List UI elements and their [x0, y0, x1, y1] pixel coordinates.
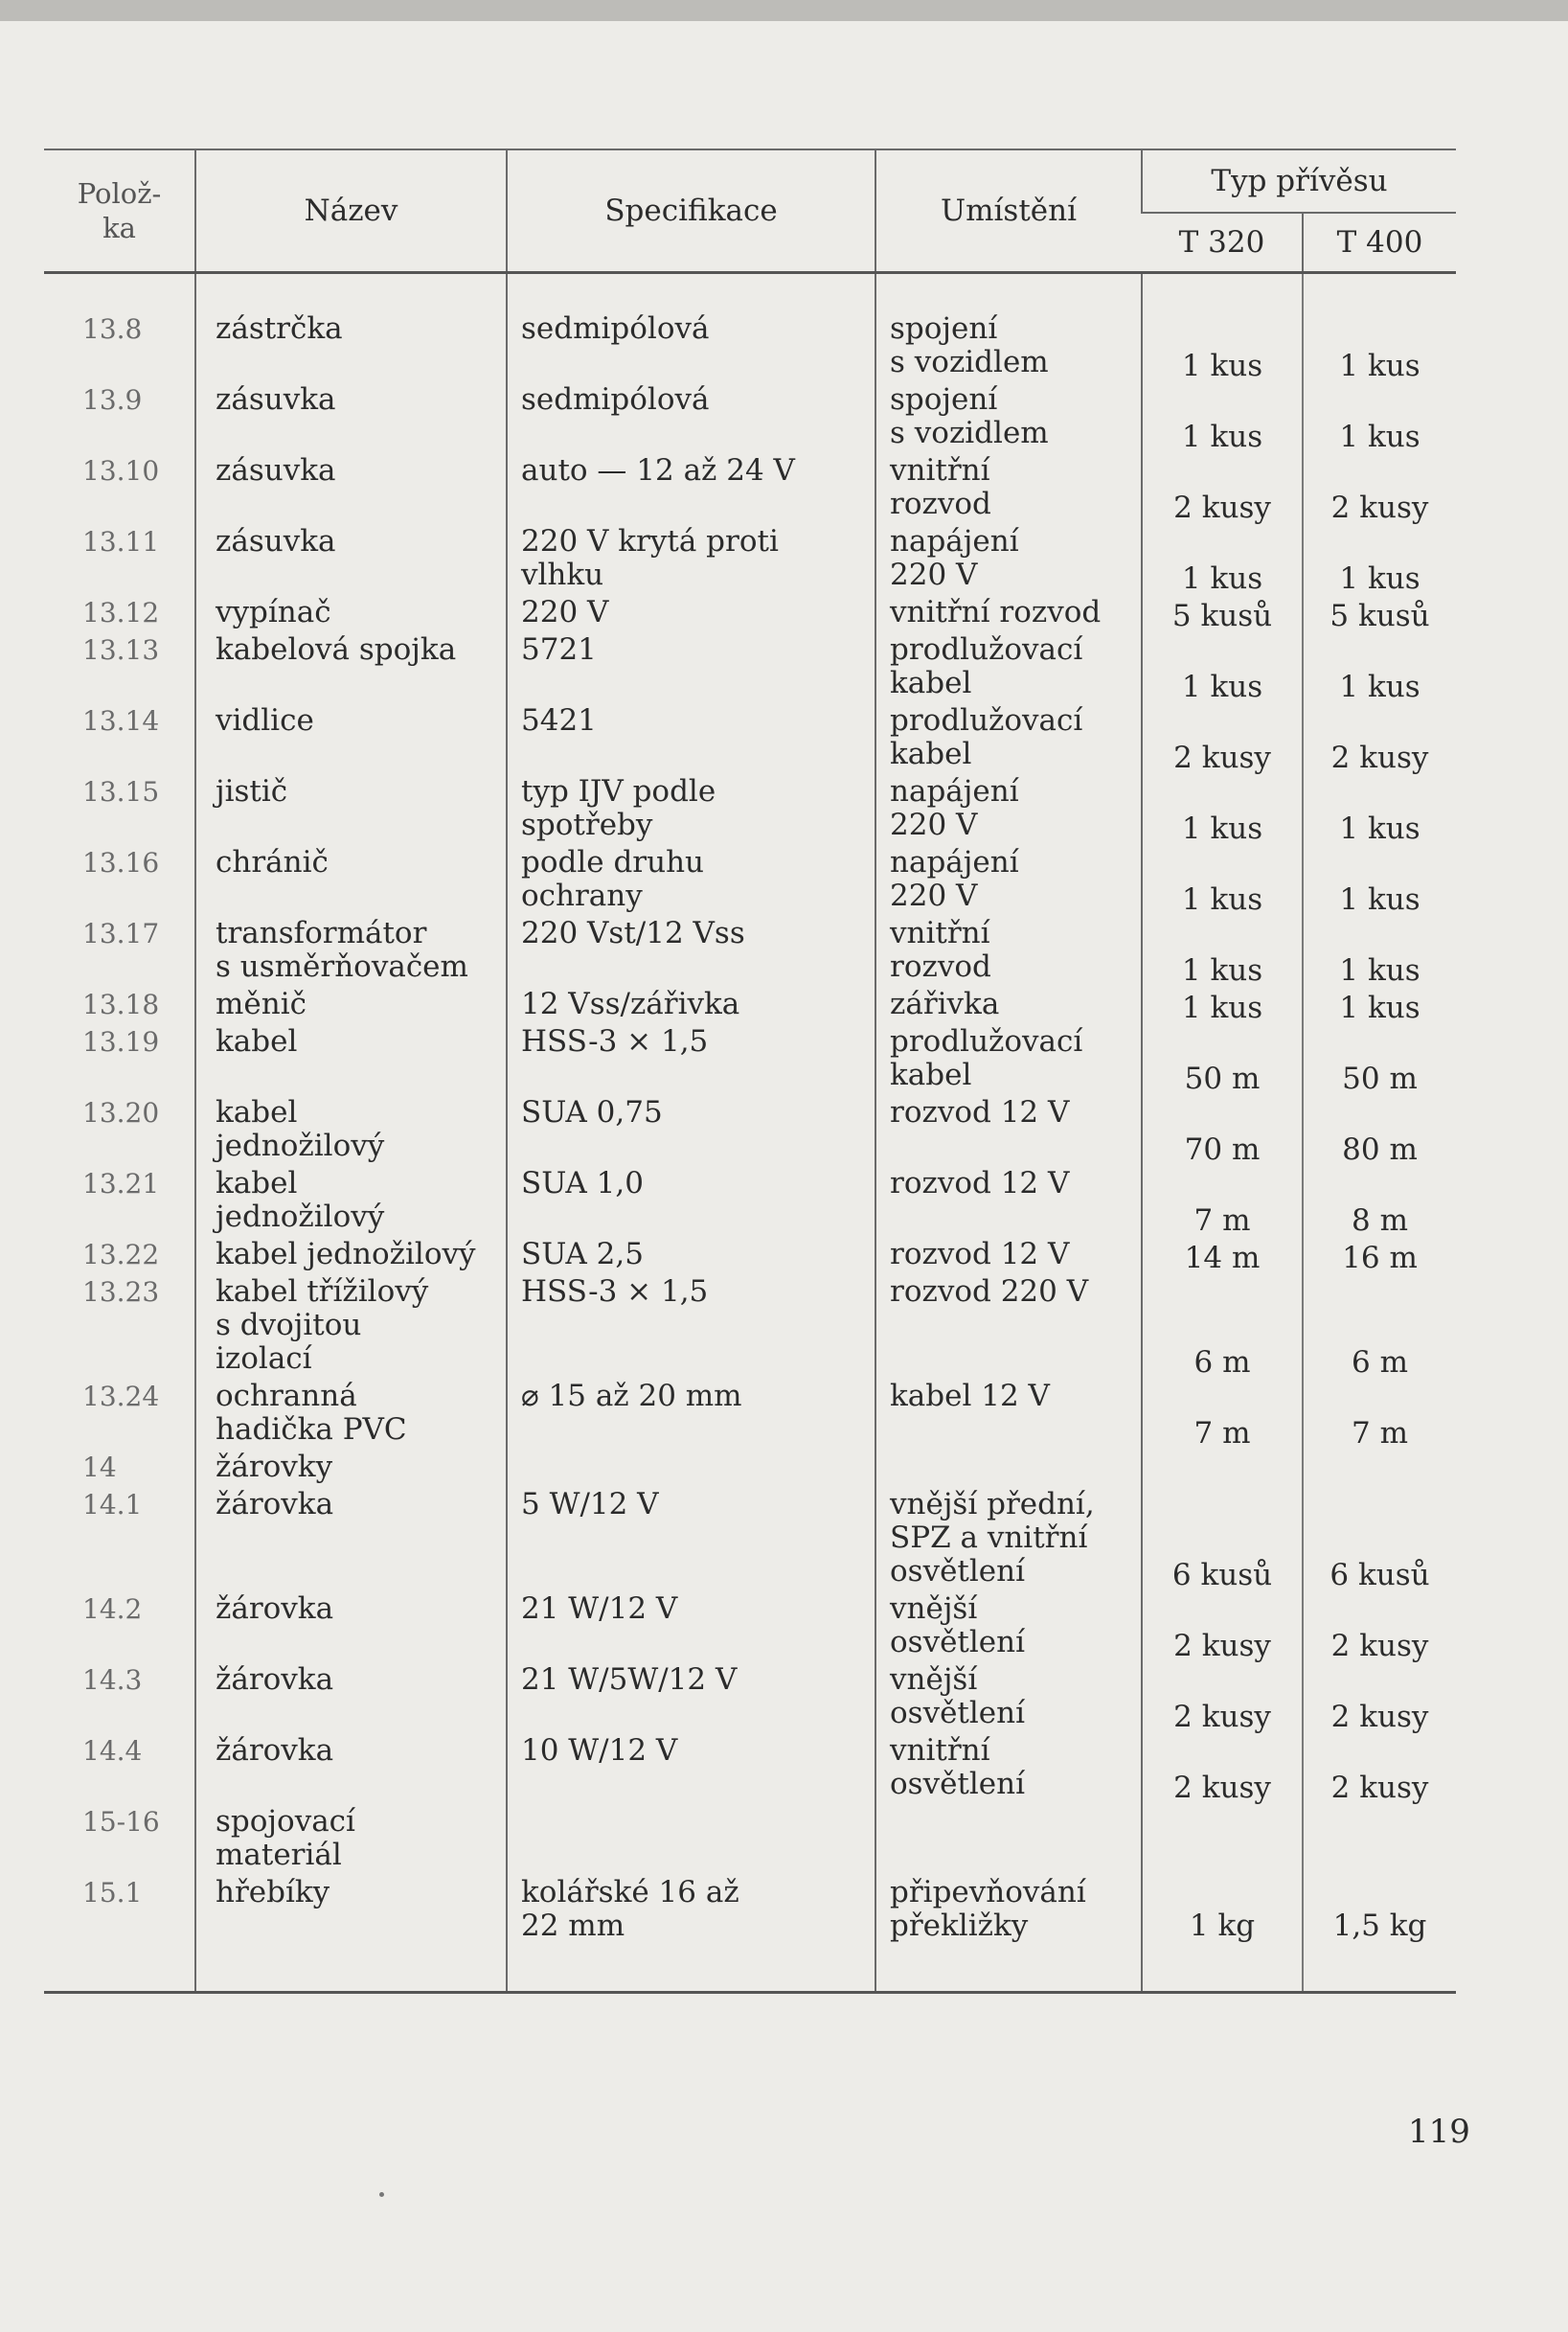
header-nazev: Název	[195, 149, 507, 273]
cell-specifikace: 21 W/5W/12 V	[507, 1663, 875, 1734]
cell-t320: 2 kusy	[1142, 1663, 1303, 1734]
cell-t320: 1 kg	[1142, 1876, 1303, 1993]
cell-t320	[1142, 1451, 1303, 1488]
cell-t400: 2 kusy	[1303, 1592, 1456, 1663]
cell-t320	[1142, 1805, 1303, 1876]
cell-t320: 2 kusy	[1142, 1734, 1303, 1805]
cell-t320: 1 kus	[1142, 383, 1303, 454]
cell-t400: 1 kus	[1303, 525, 1456, 596]
cell-polozka: 14	[82, 1452, 117, 1483]
cell-nazev: jistič	[195, 775, 507, 846]
cell-t400: 2 kusy	[1303, 454, 1456, 525]
cell-umisteni: kabel 12 V	[875, 1380, 1142, 1451]
cell-t320: 2 kusy	[1142, 454, 1303, 525]
cell-specifikace: 12 Vss/zářivka	[507, 988, 875, 1025]
cell-t400: 50 m	[1303, 1025, 1456, 1096]
cell-umisteni: rozvod 12 V	[875, 1096, 1142, 1167]
cell-polozka: 13.21	[82, 1168, 160, 1200]
cell-specifikace: ⌀ 15 až 20 mm	[507, 1380, 875, 1451]
cell-polozka: 13.16	[82, 847, 160, 879]
cell-nazev: vypínač	[195, 596, 507, 633]
cell-t320: 1 kus	[1142, 988, 1303, 1025]
cell-polozka: 14.3	[82, 1664, 143, 1696]
cell-t400: 5 kusů	[1303, 596, 1456, 633]
cell-nazev: žárovky	[195, 1451, 507, 1488]
cell-nazev: spojovací materiál	[195, 1805, 507, 1876]
cell-nazev: transformátor s usměrňovačem	[195, 917, 507, 988]
cell-specifikace: 220 V krytá proti vlhku	[507, 525, 875, 596]
cell-specifikace: 5 W/12 V	[507, 1488, 875, 1592]
cell-nazev: žárovka	[195, 1488, 507, 1592]
table-row	[44, 1380, 1456, 1451]
cell-t320: 2 kusy	[1142, 1592, 1303, 1663]
cell-nazev: měnič	[195, 988, 507, 1025]
cell-t320: 7 m	[1142, 1380, 1303, 1451]
cell-polozka: 13.24	[82, 1381, 160, 1412]
cell-specifikace: podle druhu ochrany	[507, 846, 875, 917]
cell-umisteni: zářivka	[875, 988, 1142, 1025]
cell-umisteni: vnější osvětlení	[875, 1663, 1142, 1734]
header-typ-privesu: Typ přívěsu	[1142, 149, 1456, 213]
header-specifikace: Specifikace	[507, 149, 875, 273]
cell-umisteni: prodlužovací kabel	[875, 633, 1142, 704]
cell-specifikace: HSS-3 × 1,5	[507, 1275, 875, 1380]
cell-t320: 5 kusů	[1142, 596, 1303, 633]
cell-umisteni: napájení 220 V	[875, 525, 1142, 596]
cell-umisteni: vnější přední, SPZ a vnitřní osvětlení	[875, 1488, 1142, 1592]
cell-nazev: kabel jednožilový	[195, 1238, 507, 1275]
cell-specifikace: SUA 0,75	[507, 1096, 875, 1167]
cell-t400: 1 kus	[1303, 633, 1456, 704]
cell-t400: 6 kusů	[1303, 1488, 1456, 1592]
cell-specifikace: 220 Vst/12 Vss	[507, 917, 875, 988]
cell-nazev: žárovka	[195, 1734, 507, 1805]
cell-nazev: kabel třížilový s dvojitou izolací	[195, 1275, 507, 1380]
cell-specifikace: typ IJV podle spotřeby	[507, 775, 875, 846]
header-umisteni: Umístění	[875, 149, 1142, 273]
table-row	[44, 704, 1456, 775]
table-row	[44, 1096, 1456, 1167]
table-row	[44, 454, 1456, 525]
cell-t320: 6 kusů	[1142, 1488, 1303, 1592]
cell-t400: 1 kus	[1303, 988, 1456, 1025]
cell-umisteni: vnitřní rozvod	[875, 454, 1142, 525]
cell-polozka: 13.8	[82, 313, 143, 345]
cell-umisteni: připevňování překližky	[875, 1876, 1142, 1993]
cell-polozka: 13.22	[82, 1239, 160, 1270]
cell-specifikace	[507, 1805, 875, 1876]
cell-nazev: zástrčka	[195, 273, 507, 384]
cell-polozka: 15.1	[44, 1876, 195, 1993]
cell-nazev: kabel jednožilový	[195, 1096, 507, 1167]
cell-polozka: 14.1	[82, 1489, 143, 1520]
cell-polozka: 13.19	[82, 1026, 160, 1058]
cell-t320: 70 m	[1142, 1096, 1303, 1167]
cell-t400: 1 kus	[1303, 846, 1456, 917]
table-row	[44, 1451, 1456, 1488]
cell-polozka: 13.23	[82, 1276, 160, 1308]
cell-t320: 50 m	[1142, 1025, 1303, 1096]
table-row	[44, 917, 1456, 988]
table-row	[44, 1734, 1456, 1805]
cell-umisteni: rozvod 12 V	[875, 1167, 1142, 1238]
table-row	[44, 1876, 1456, 1993]
table-header	[44, 149, 1456, 273]
cell-polozka: 13.18	[82, 989, 160, 1020]
cell-polozka: 13.11	[82, 526, 160, 558]
cell-specifikace: SUA 2,5	[507, 1238, 875, 1275]
cell-t400: 16 m	[1303, 1238, 1456, 1275]
table-row	[44, 1238, 1456, 1275]
cell-t400	[1303, 1451, 1456, 1488]
cell-t400: 7 m	[1303, 1380, 1456, 1451]
table-row	[44, 1592, 1456, 1663]
cell-polozka: 15-16	[82, 1806, 160, 1838]
cell-t320: 1 kus	[1142, 846, 1303, 917]
cell-t400: 8 m	[1303, 1167, 1456, 1238]
cell-umisteni: rozvod 220 V	[875, 1275, 1142, 1380]
header-polozka: Polož- ka	[44, 149, 195, 273]
cell-t400: 80 m	[1303, 1096, 1456, 1167]
table-row	[44, 1488, 1456, 1592]
cell-polozka: 13.14	[82, 705, 160, 737]
cell-umisteni: napájení 220 V	[875, 775, 1142, 846]
cell-specifikace: sedmipólová	[507, 383, 875, 454]
cell-polozka: 14.4	[82, 1735, 143, 1767]
cell-nazev: žárovka	[195, 1592, 507, 1663]
table-row	[44, 1275, 1456, 1380]
table-row	[44, 775, 1456, 846]
cell-umisteni: spojení s vozidlem	[875, 383, 1142, 454]
cell-specifikace: auto — 12 až 24 V	[507, 454, 875, 525]
cell-specifikace: 21 W/12 V	[507, 1592, 875, 1663]
cell-t400	[1303, 1805, 1456, 1876]
cell-nazev: kabel	[195, 1025, 507, 1096]
cell-t400: 2 kusy	[1303, 1663, 1456, 1734]
cell-nazev: kabelová spojka	[195, 633, 507, 704]
cell-nazev: zásuvka	[195, 525, 507, 596]
cell-specifikace: 10 W/12 V	[507, 1734, 875, 1805]
cell-umisteni	[875, 1451, 1142, 1488]
table-row	[44, 846, 1456, 917]
table-row	[44, 596, 1456, 633]
cell-specifikace: 220 V	[507, 596, 875, 633]
table-row	[44, 525, 1456, 596]
page-number: 119	[1408, 2113, 1470, 2151]
cell-polozka: 13.15	[82, 776, 160, 808]
cell-nazev: žárovka	[195, 1663, 507, 1734]
cell-nazev: kabel jednožilový	[195, 1167, 507, 1238]
cell-t320: 1 kus	[1142, 775, 1303, 846]
cell-specifikace: kolářské 16 až 22 mm	[507, 1876, 875, 1993]
cell-specifikace: sedmipólová	[507, 273, 875, 384]
cell-nazev: zásuvka	[195, 454, 507, 525]
cell-polozka: 13.10	[82, 455, 160, 487]
cell-umisteni: vnitřní rozvod	[875, 596, 1142, 633]
cell-polozka: 13.12	[82, 597, 160, 629]
cell-t320: 1 kus	[1142, 633, 1303, 704]
cell-t320: 14 m	[1142, 1238, 1303, 1275]
cell-umisteni: rozvod 12 V	[875, 1238, 1142, 1275]
table-row	[44, 383, 1456, 454]
table-row	[44, 1663, 1456, 1734]
cell-umisteni: vnitřní osvětlení	[875, 1734, 1142, 1805]
cell-t320: 1 kus	[1142, 525, 1303, 596]
cell-polozka: 14.2	[82, 1593, 143, 1625]
cell-umisteni: vnitřní rozvod	[875, 917, 1142, 988]
cell-specifikace: 5721	[507, 633, 875, 704]
cell-polozka: 13.17	[82, 918, 160, 949]
cell-polozka: 13.9	[82, 384, 143, 416]
table-row	[44, 1025, 1456, 1096]
parts-table	[44, 149, 1456, 1994]
header-t400: T 400	[1303, 213, 1456, 273]
cell-specifikace: HSS-3 × 1,5	[507, 1025, 875, 1096]
cell-nazev: hřebíky	[195, 1876, 507, 1993]
table-row	[44, 1805, 1456, 1876]
cell-nazev: chránič	[195, 846, 507, 917]
cell-t400: 1 kus	[1303, 383, 1456, 454]
table-row	[44, 273, 1456, 384]
cell-umisteni: spojení s vozidlem	[875, 273, 1142, 384]
cell-t400: 1 kus	[1303, 273, 1456, 384]
header-t320: T 320	[1142, 213, 1303, 273]
cell-t400: 1 kus	[1303, 775, 1456, 846]
cell-t400: 1,5 kg	[1303, 1876, 1456, 1993]
cell-nazev: zásuvka	[195, 383, 507, 454]
table-row	[44, 988, 1456, 1025]
cell-t320: 7 m	[1142, 1167, 1303, 1238]
cell-t400: 2 kusy	[1303, 704, 1456, 775]
table-row	[44, 1167, 1456, 1238]
cell-polozka: 13.20	[82, 1097, 160, 1129]
cell-t400: 1 kus	[1303, 917, 1456, 988]
cell-umisteni: vnější osvětlení	[875, 1592, 1142, 1663]
cell-umisteni: napájení 220 V	[875, 846, 1142, 917]
cell-specifikace: SUA 1,0	[507, 1167, 875, 1238]
cell-specifikace	[507, 1451, 875, 1488]
cell-polozka: 13.13	[82, 634, 160, 666]
cell-t400: 2 kusy	[1303, 1734, 1456, 1805]
cell-umisteni: prodlužovací kabel	[875, 704, 1142, 775]
cell-nazev: ochranná hadička PVC	[195, 1380, 507, 1451]
cell-nazev: vidlice	[195, 704, 507, 775]
cell-umisteni	[875, 1805, 1142, 1876]
print-speck	[379, 2192, 384, 2197]
cell-t320: 6 m	[1142, 1275, 1303, 1380]
cell-t320: 1 kus	[1142, 917, 1303, 988]
table-body	[44, 273, 1456, 1993]
cell-umisteni: prodlužovací kabel	[875, 1025, 1142, 1096]
cell-specifikace: 5421	[507, 704, 875, 775]
table-row	[44, 633, 1456, 704]
cell-t320: 2 kusy	[1142, 704, 1303, 775]
cell-t400: 6 m	[1303, 1275, 1456, 1380]
cell-t320: 1 kus	[1142, 273, 1303, 384]
